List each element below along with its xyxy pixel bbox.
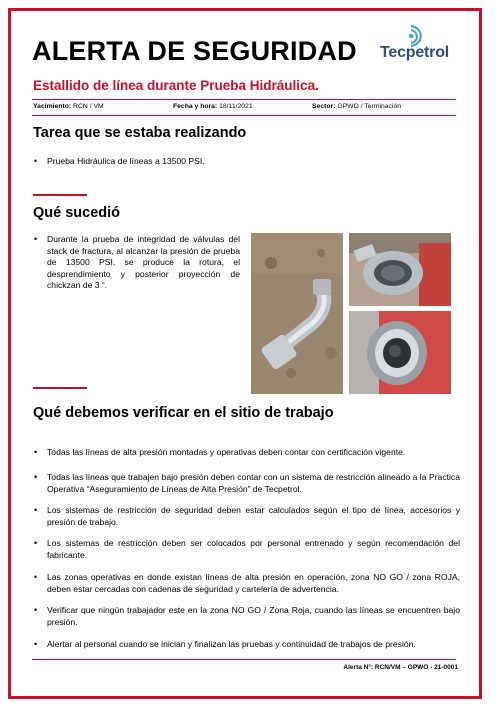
section-divider: [33, 194, 87, 196]
photo-broken-pipe: [251, 233, 343, 394]
sector-value: GPWO / Terminación: [337, 103, 402, 110]
yacimiento-value: RCN / VM: [73, 103, 104, 110]
logo-text: Tecpetrol: [380, 44, 450, 61]
list-item: • Alertar al personal cuando se inician y finalizan las pruebas y continuidad de trabajos de presión.: [47, 639, 460, 651]
divider-footer: [32, 659, 456, 660]
list-item: • Todas las líneas de alta presión montadas y operativas deben contar con certificación vigente.: [47, 447, 460, 459]
photo-connection: [349, 233, 451, 306]
section-heading-verificar: Qué debemos verificar en el sitio de trabajo: [33, 405, 334, 421]
sector-label: Sector:: [312, 103, 336, 110]
photo-pipe-end: [349, 311, 451, 394]
fecha-label: Fecha y hora:: [173, 103, 218, 110]
yacimiento-label: Yacimiento:: [33, 103, 72, 110]
list-item: • Durante la prueba de integridad de válvulas del stack de fractura, al alcanzar la presión de prueba de 13500 PSI, se produce la rotura, el desprendimiento y posterior proyección de chickzan de 3 “.: [47, 234, 240, 292]
list-item: • Todas las líneas que trabajen bajo presión deben contar con un sistema de restricción alineado a la Practica Operativa “Aseguramiento de Líneas de Alta Presión” de Tecpetrol.: [47, 472, 460, 495]
info-fecha: [173, 103, 253, 110]
info-sector: [312, 103, 401, 110]
section-heading-tarea: Tarea que se estaba realizando: [33, 125, 247, 141]
divider-top: [32, 99, 456, 100]
list-item: • Las zonas operativas en donde existan líneas de alta presión en operación, zona NO GO / zona ROJA, deben estar cercadas con cadenas de seguridad y cartelería de advertencia.: [47, 572, 460, 595]
divider-info: [32, 115, 456, 116]
list-item: • Verificar que ningún trabajador este en la zona NO GO / Zona Roja, cuando las líneas se encuentren bajo presión.: [47, 605, 460, 628]
list-item: • Los sistemas de restricción deben ser colocados por personal entrenado y según recomendación del fabricante.: [47, 538, 460, 561]
page-title: ALERTA DE SEGURIDAD: [32, 36, 357, 66]
section-heading-sucedio: Qué sucedió: [33, 205, 121, 221]
alert-subtitle: Estallido de línea durante Prueba Hidráulica.: [33, 78, 319, 93]
list-item: • Los sistemas de restricción de seguridad deben estar calculados según el tipo de línea, accesorios y presión de trabajo.: [47, 505, 460, 528]
section-divider: [33, 387, 87, 389]
info-yacimiento: [33, 103, 104, 110]
list-item: • Prueba Hidráulica de líneas a 13500 PSI.: [47, 156, 447, 168]
alert-number: Alerta N°: RCN/VM – GPWO - 21-0001: [343, 664, 458, 671]
fecha-value: 18/11/2021: [219, 103, 253, 110]
